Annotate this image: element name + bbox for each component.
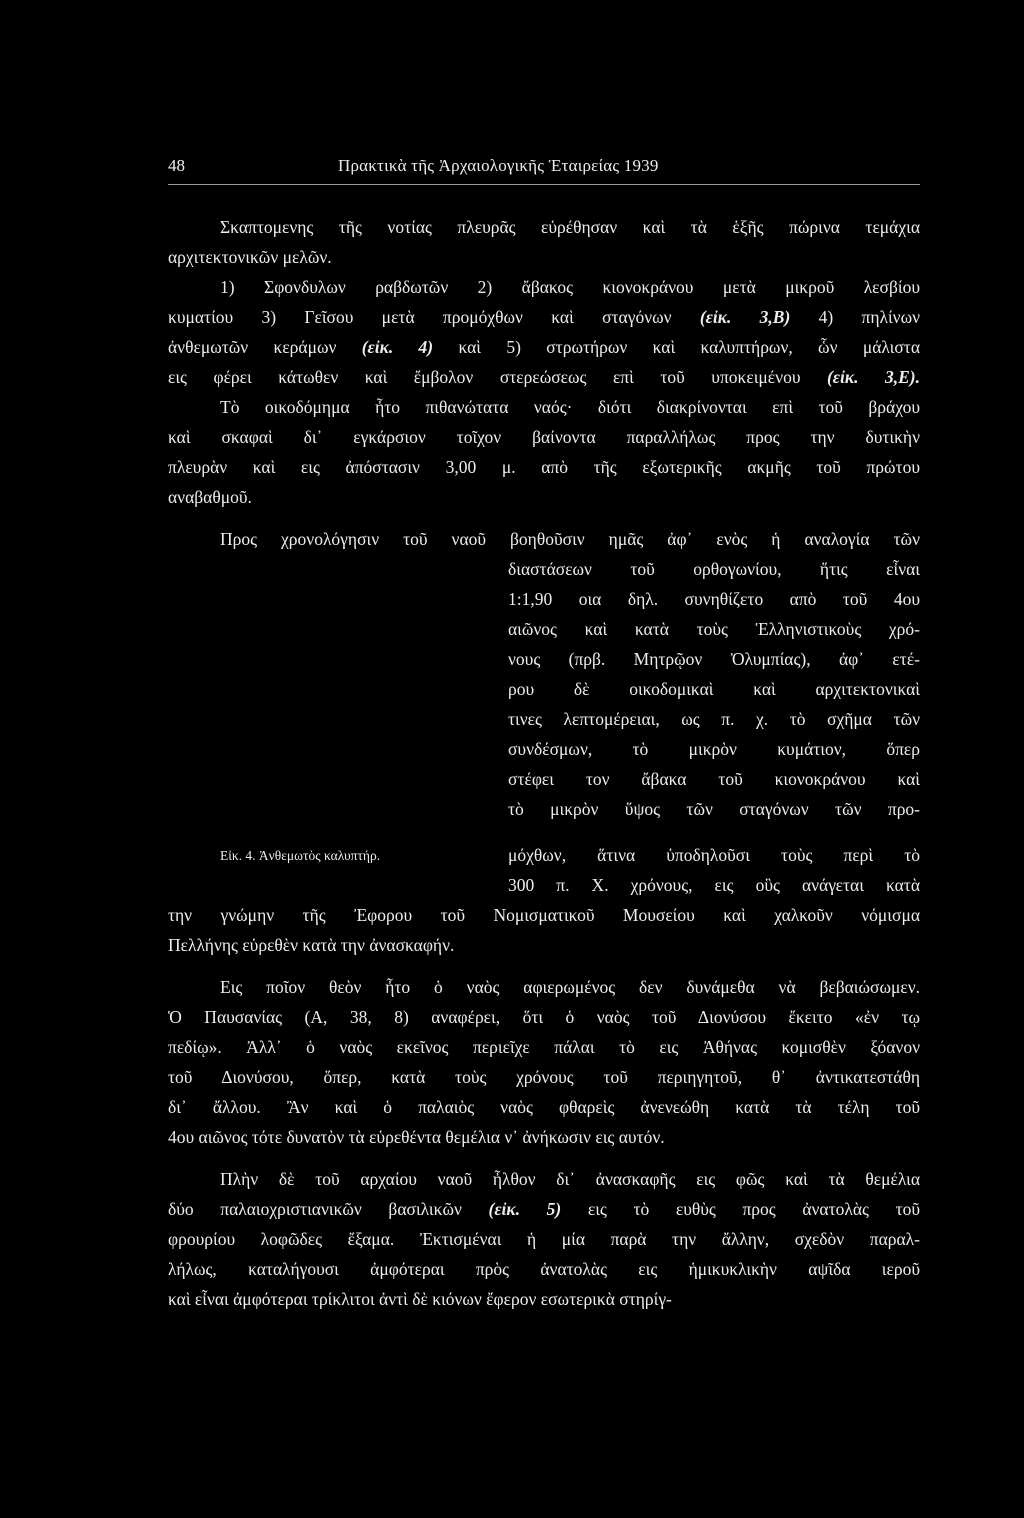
text-line: στέφει τον ἄβακα τοῦ κιονοκράνου καὶ bbox=[508, 769, 920, 789]
text-line: αιῶνος καὶ κατὰ τοὺς Ἑλληνιστικοὺς χρό- bbox=[508, 619, 920, 639]
text-line: 4ου αιῶνος τότε δυνατὸν τὰ εὑρεθέντα θεμέλια ν᾽ ἀνήκωσιν εις αυτόν. bbox=[168, 1127, 665, 1147]
running-header bbox=[168, 156, 920, 184]
text-line: εις φέρει κάτωθεν καὶ ἔμβολον στερεώσεως επὶ τοῦ υποκειμένου (εἰκ. 3,Ε). bbox=[168, 367, 920, 387]
figure-ref: (εἰκ. 3,Β) bbox=[699, 307, 791, 327]
text-line: την γνώμην τῆς Ἐφορου τοῦ Νομισματικοῦ Μουσείου καὶ χαλκοῦν νόμισμα bbox=[168, 905, 920, 925]
text-line: τὸ μικρὸν ὕψος τῶν σταγόνων τῶν προ- bbox=[508, 799, 920, 819]
running-title: Πρακτικὰ τῆς Ἀρχαιολογικῆς Ἑταιρείας 1939 bbox=[338, 156, 659, 175]
text-line: Προς χρονολόγησιν τοῦ ναοῦ βοηθοῦσιν ημᾶς ἀφ᾽ ενὸς ἡ αναλογία τῶν bbox=[220, 529, 920, 549]
figure-ref: (εἰκ. 3,Ε). bbox=[826, 367, 920, 387]
text-line: Σκαπτομενης τῆς νοτίας πλευρᾶς εὑρέθησαν καὶ τὰ ἑξῆς πώρινα τεμάχια bbox=[220, 217, 920, 237]
text-line: λήλως, καταλήγουσι ἀμφότεραι πρὸς ἀνατολὰς εις ἡμικυκλικὴν αψῖδα ιεροῦ bbox=[168, 1259, 920, 1279]
text-line: αναβαθμοῦ. bbox=[168, 487, 252, 507]
text-line: πεδίῳ». Ἀλλ᾽ ὁ ναὸς εκεῖνος περιεῖχε πάλαι τὸ εις Ἀθήνας κομισθὲν ξόανον bbox=[168, 1037, 920, 1057]
text-line: καὶ σκαφαὶ δι᾽ εγκάρσιον τοῖχον βαίνοντα παραλλήλως προς την δυτικὴν bbox=[168, 427, 920, 447]
figure-ref: (εἰκ. 4) bbox=[361, 337, 434, 357]
text-line: κυματίου 3) Γεῖσου μετὰ προμόχθων καὶ σταγόνων (εἰκ. 3,Β) 4) πηλίνων bbox=[168, 307, 921, 327]
text-line: 1) Σφονδυλων ραβδωτῶν 2) ἄβακος κιονοκράνου μετὰ μικροῦ λεσβίου bbox=[220, 277, 920, 297]
text-line: πλευρὰν καὶ εις ἀπόστασιν 3,00 μ. απὸ τῆς εξωτερικῆς ακμῆς τοῦ πρώτου bbox=[168, 457, 920, 477]
text-line: Ὁ Παυσανίας (Α, 38, 8) αναφέρει, ὅτι ὁ ναὸς τοῦ Διονύσου ἔκειτο «ἐν τῳ bbox=[168, 1007, 920, 1027]
text-line: ρου δὲ οικοδομικαὶ καὶ αρχιτεκτονικαὶ bbox=[508, 679, 920, 699]
text-line: δύο παλαιοχριστιανικῶν βασιλικῶν (εἰκ. 5) εις τὸ ευθὺς προς ἀνατολὰς τοῦ bbox=[168, 1199, 921, 1219]
text-line: δι᾽ ἄλλου. Ἂν καὶ ὁ παλαιὸς ναὸς φθαρεὶς ἀνενεώθη κατὰ τὰ τέλη τοῦ bbox=[168, 1097, 920, 1117]
text-line: νους (πρβ. Μητρῷον Ὀλυμπίας), ἀφ᾽ ετέ- bbox=[508, 649, 920, 669]
text-line: 1:1,90 οια δηλ. συνηθίζετο απὸ τοῦ 4ου bbox=[508, 589, 920, 609]
page-number: 48 bbox=[168, 156, 185, 175]
text-line: τοῦ Διονύσου, ὅπερ, κατὰ τοὺς χρόνους τοῦ περιηγητοῦ, θ᾽ ἀντικατεστάθη bbox=[168, 1067, 920, 1087]
text-line: διαστάσεων τοῦ ορθογωνίου, ἥτις εἶναι bbox=[508, 559, 920, 579]
text-line: φρουρίου λοφῶδες ἔξαμα. Ἐκτισμέναι ἡ μία παρὰ την ἄλλην, σχεδὸν παραλ- bbox=[168, 1229, 920, 1249]
figure-caption: Εἰκ. 4. Ἀνθεμωτὸς καλυπτήρ. bbox=[220, 848, 381, 863]
text-line: Εις ποῖον θεὸν ἦτο ὁ ναὸς αφιερωμένος δεν δυνάμεθα νὰ βεβαιώσωμεν. bbox=[220, 977, 920, 997]
text-line: Τὸ οικοδόμημα ἦτο πιθανώτατα ναός· διότι διακρίνονται επὶ τοῦ βράχου bbox=[220, 397, 920, 417]
text-line: αρχιτεκτονικῶν μελῶν. bbox=[168, 247, 332, 267]
header-rule bbox=[168, 184, 920, 185]
figure-ref: (εἰκ. 5) bbox=[488, 1199, 562, 1219]
text-line: συνδέσμων, τὸ μικρὸν κυμάτιον, ὅπερ bbox=[508, 739, 920, 759]
text-line: καὶ εἶναι ἀμφότεραι τρίκλιτοι ἀντὶ δὲ κιόνων ἔφερον εσωτερικὰ στηρίγ- bbox=[168, 1289, 672, 1309]
text-line: τινες λεπτομέρειαι, ως π. χ. τὸ σχῆμα τῶν bbox=[508, 709, 920, 729]
text-line: 300 π. Χ. χρόνους, εις οὓς ανάγεται κατὰ bbox=[508, 875, 920, 895]
text-line: Πελλήνης εὑρεθὲν κατὰ την ἀνασκαφήν. bbox=[168, 935, 455, 955]
text-line: Πλὴν δὲ τοῦ αρχαίου ναοῦ ἦλθον δι᾽ ἀνασκαφῆς εις φῶς καὶ τὰ θεμέλια bbox=[220, 1169, 920, 1189]
text-line: ἀνθεμωτῶν κεράμων (εἰκ. 4) καὶ 5) στρωτήρων καὶ καλυπτήρων, ὧν μάλιστα bbox=[168, 337, 920, 357]
text-line: μόχθων, ἅτινα ὑποδηλοῦσι τοὺς περὶ τὸ bbox=[508, 845, 920, 865]
